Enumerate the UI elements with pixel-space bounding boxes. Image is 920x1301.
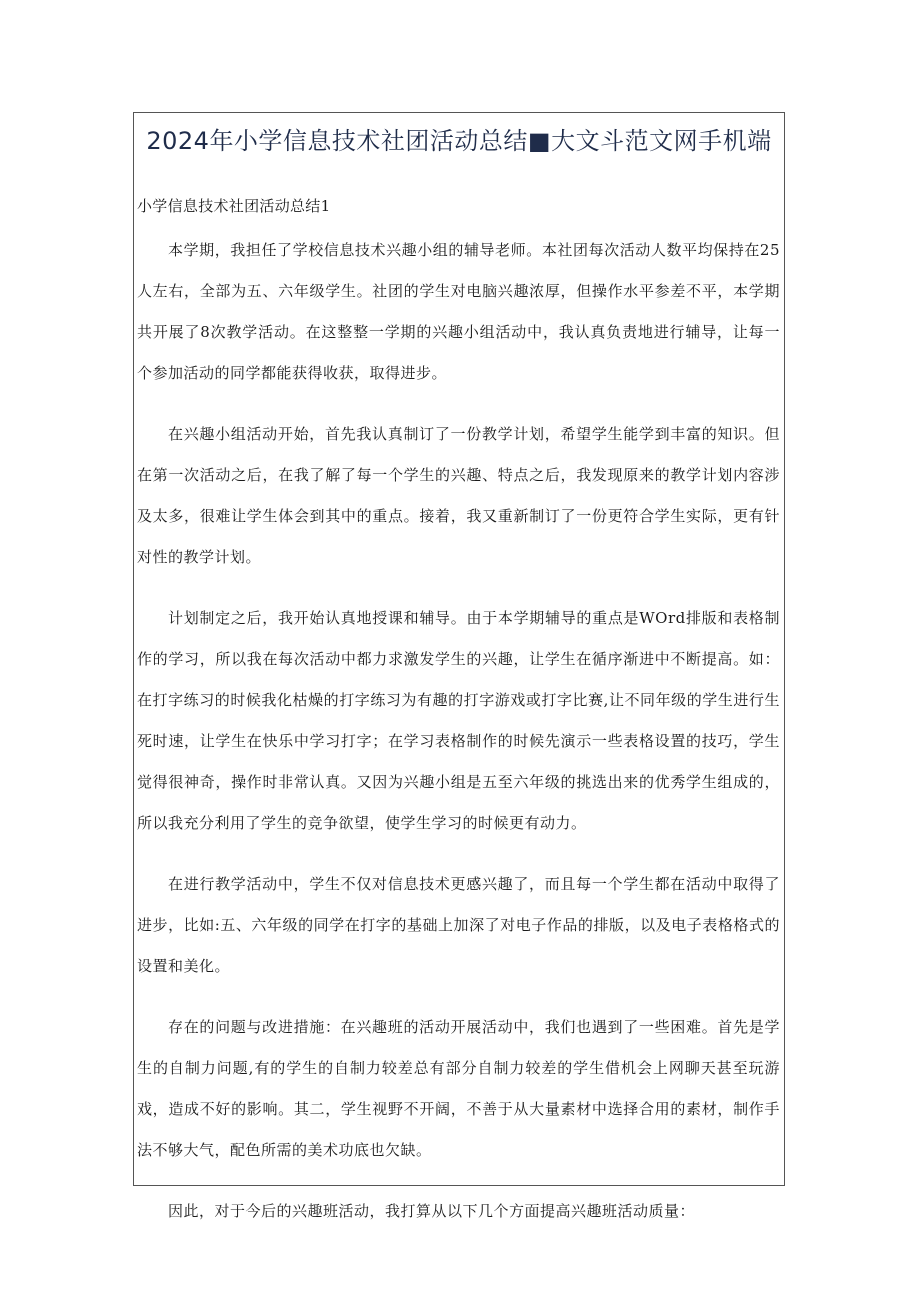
paragraph-4: 在进行教学活动中，学生不仅对信息技术更感兴趣了，而且每一个学生都在活动中取得了进步，比如:五、六年级的同学在打字的基础上加深了对电子作品的排版，以及电子表格格式的设置和美化。 [137,875,780,975]
paragraph-1: 本学期，我担任了学校信息技术兴趣小组的辅导老师。本社团每次活动人数平均保持在25人左右，全部为五、六年级学生。社团的学生对电脑兴趣浓厚，但操作水平参差不平，本学期共开展了8次教学活动。在这整整一学期的兴趣小组活动中，我认真负责地进行辅导，让每一个参加活动的同学都能获得收获，取得进步。 [137,241,780,382]
document-body [134,195,784,1232]
paragraph-5: 存在的问题与改进措施：在兴趣班的活动开展活动中，我们也遇到了一些困难。首先是学生的自制力问题,有的学生的自制力较差总有部分自制力较差的学生借机会上网聊天甚至玩游戏，造成不好的影响。其二，学生视野不开阔，不善于从大量素材中选择合用的素材，制作手法不够大气，配色所需的美术功底也欠缺。 [137,1018,780,1159]
paragraph-2: 在兴趣小组活动开始，首先我认真制订了一份教学计划，希望学生能学到丰富的知识。但在第一次活动之后，在我了解了每一个学生的兴趣、特点之后，我发现原来的教学计划内容涉及太多，很难让学生体会到其中的重点。接着，我又重新制订了一份更符合学生实际，更有针对性的教学计划。 [137,425,780,566]
section-heading: 小学信息技术社团活动总结1 [137,197,331,215]
document-page [133,112,785,1220]
paragraph-6: 因此，对于今后的兴趣班活动，我打算从以下几个方面提高兴趣班活动质量： [168,1202,696,1220]
document-title: 2024年小学信息技术社团活动总结■大文斗范文网手机端 [146,127,772,155]
paragraph-3: 计划制定之后，我开始认真地授课和辅导。由于本学期辅导的重点是WOrd排版和表格制作的学习，所以我在每次活动中都力求激发学生的兴趣，让学生在循序渐进中不断提高。如：在打字练习的时候我化枯燥的打字练习为有趣的打字游戏或打字比赛,让不同年级的学生进行生死时速，让学生在快乐中学习打字；在学习表格制作的时候先演示一些表格设置的技巧，学生觉得很神奇，操作时非常认真。又因为兴趣小组是五至六年级的挑选出来的优秀学生组成的，所以我充分利用了学生的竞争欲望，使学生学习的时候更有动力。 [137,609,780,832]
